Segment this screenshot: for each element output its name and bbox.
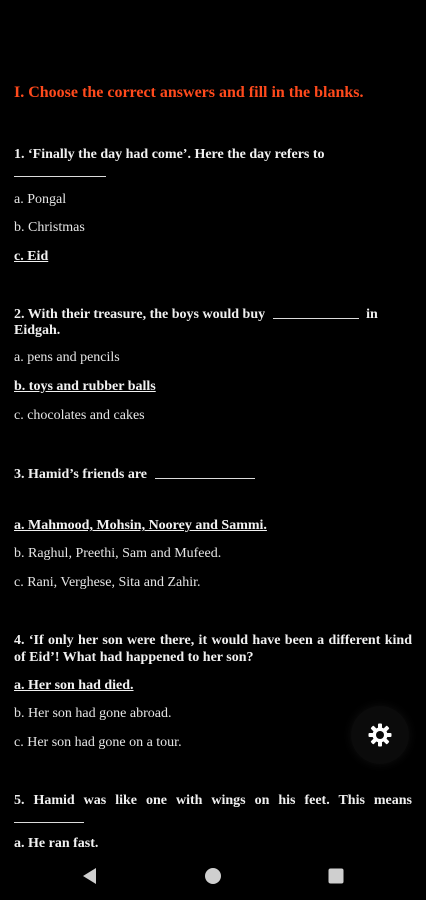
back-triangle-icon — [81, 867, 99, 885]
q2-option-c: c. chocolates and cakes — [14, 408, 145, 423]
q4-option-a-correct: a. Her son had died. — [14, 678, 134, 693]
q4-option-b: b. Her son had gone abroad. — [14, 706, 172, 721]
section-heading: I. Choose the correct answers and fill in the blanks. — [14, 84, 364, 101]
q2-option-a: a. pens and pencils — [14, 350, 120, 365]
question-3-blank — [155, 478, 255, 479]
question-2-text-after: in — [366, 307, 378, 322]
q4-option-c: c. Her son had gone on a tour. — [14, 735, 182, 750]
brightness-gear-icon — [367, 722, 393, 748]
nav-back-button[interactable] — [78, 866, 102, 886]
q3-option-b: b. Raghul, Preethi, Sam and Mufeed. — [14, 546, 222, 561]
q1-option-a: a. Pongal — [14, 192, 67, 207]
question-4-text: 4. ‘If only her son were there, it would have been a different kind of Eid’! What had happened to her son? — [14, 633, 412, 665]
q5-option-a: a. He ran fast. — [14, 836, 99, 851]
question-3-text — [14, 466, 412, 483]
nav-recents-button[interactable] — [324, 866, 348, 886]
q3-option-a-correct: a. Mahmood, Mohsin, Noorey and Sammi. — [14, 518, 267, 533]
question-1-blank — [14, 176, 106, 177]
question-3-text-before: 3. Hamid’s friends are — [14, 467, 147, 482]
q3-option-c: c. Rani, Verghese, Sita and Zahir. — [14, 575, 201, 590]
question-5-text: 5. Hamid was like one with wings on his feet. This means — [14, 793, 412, 808]
nav-home-button[interactable] — [201, 866, 225, 886]
question-2-text-before: 2. With their treasure, the boys would buy — [14, 307, 266, 322]
brightness-settings-button[interactable] — [351, 706, 409, 764]
q2-option-b-correct: b. toys and rubber balls — [14, 379, 156, 394]
question-2-blank — [273, 318, 359, 319]
system-navigation-bar — [0, 852, 426, 900]
question-1-text: 1. ‘Finally the day had come’. Here the day refers to — [14, 147, 325, 162]
question-2-text-line2: Eidgah. — [14, 323, 61, 338]
q1-option-c-correct: c. Eid — [14, 249, 49, 264]
home-circle-icon — [204, 867, 222, 885]
question-5-blank — [14, 822, 84, 823]
q1-option-b: b. Christmas — [14, 220, 85, 235]
question-2-text — [14, 306, 412, 323]
recents-square-icon — [327, 867, 345, 885]
